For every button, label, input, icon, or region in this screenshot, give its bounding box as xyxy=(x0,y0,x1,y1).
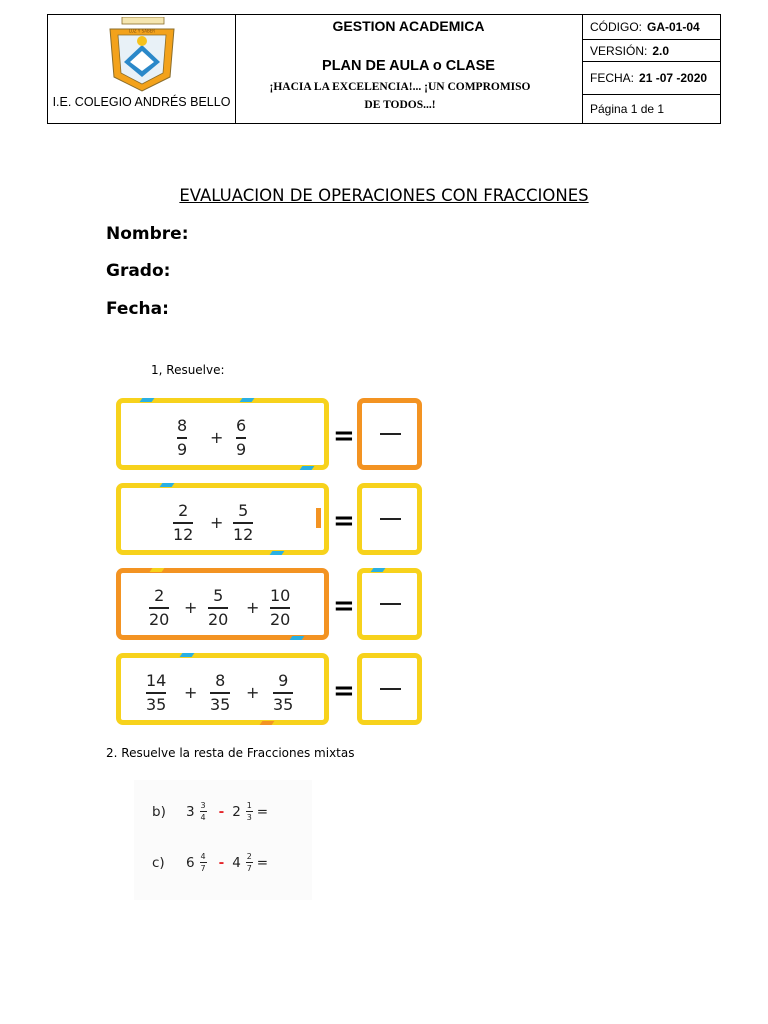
grado-field: Grado: xyxy=(106,261,171,281)
whole-number: 2 xyxy=(232,803,241,820)
header-table xyxy=(47,14,721,124)
equals-sign: = xyxy=(256,803,269,820)
question-2-label: 2. Resuelve la resta de Fracciones mixtas xyxy=(106,746,355,760)
whole-number: 4 xyxy=(232,854,241,871)
page-title: EVALUACION DE OPERACIONES CON FRACCIONES xyxy=(179,186,589,205)
small-fraction: 1 3 xyxy=(246,801,252,822)
fecha-value: 21 -07 -2020 xyxy=(639,71,708,85)
fraction: 5 20 xyxy=(208,586,229,629)
answer-dash xyxy=(380,688,401,690)
nombre-field: Nombre: xyxy=(106,224,189,244)
version-label: VERSIÓN: xyxy=(590,43,648,58)
fraction-box-3 xyxy=(116,568,329,640)
plus-sign: + xyxy=(246,683,260,702)
whole-number: 3 xyxy=(186,803,195,820)
svg-text:LUZ Y SABER: LUZ Y SABER xyxy=(128,28,156,34)
header-meta-cell xyxy=(583,15,720,123)
exercise-letter: b) xyxy=(152,803,166,820)
version-row xyxy=(583,40,720,62)
small-fraction: 4 7 xyxy=(200,852,206,873)
codigo-row xyxy=(583,15,720,40)
plus-sign: + xyxy=(184,598,198,617)
answer-box-2[interactable] xyxy=(357,483,422,555)
decor-stripe xyxy=(260,721,275,725)
fecha-label: FECHA: xyxy=(590,71,635,85)
plus-sign: + xyxy=(184,683,198,702)
version-value: 2.0 xyxy=(652,43,670,58)
gestion-title: GESTION ACADEMICA xyxy=(332,18,485,34)
plus-sign: + xyxy=(246,598,260,617)
decor-stripe xyxy=(316,508,321,528)
fraction: 14 35 xyxy=(146,671,167,714)
mixed-exercise-c xyxy=(152,852,268,873)
whole-number: 6 xyxy=(186,854,195,871)
small-fraction: 2 7 xyxy=(246,852,252,873)
header-center-cell xyxy=(235,15,583,123)
decor-stripe xyxy=(371,568,386,572)
fecha-row xyxy=(583,62,720,95)
fraction-box-2 xyxy=(116,483,329,555)
decor-stripe xyxy=(140,398,155,402)
header-logo-cell xyxy=(48,15,236,123)
equals-sign: = xyxy=(333,421,355,451)
school-logo xyxy=(102,17,182,92)
fraction: 9 35 xyxy=(273,671,294,714)
fraction: 8 9 xyxy=(177,416,188,459)
answer-dash xyxy=(380,603,401,605)
minus-sign: - xyxy=(218,803,225,820)
question-1-label: 1, Resuelve: xyxy=(151,363,225,377)
decor-stripe xyxy=(160,483,175,487)
school-name: I.E. COLEGIO ANDRÉS BELLO xyxy=(52,95,231,109)
decor-stripe xyxy=(240,398,255,402)
answer-box-1[interactable] xyxy=(357,398,422,470)
plus-sign: + xyxy=(210,428,224,447)
answer-box-3[interactable] xyxy=(357,568,422,640)
codigo-value: GA-01-04 xyxy=(647,20,700,34)
decor-stripe xyxy=(290,636,305,640)
fraction: 8 35 xyxy=(210,671,231,714)
pagina-text: Página 1 de 1 xyxy=(590,102,665,116)
answer-box-4[interactable] xyxy=(357,653,422,725)
equals-sign: = xyxy=(256,854,269,871)
fraction: 5 12 xyxy=(233,501,254,544)
answer-dash xyxy=(380,518,401,520)
exercise-letter: c) xyxy=(152,854,165,871)
equals-sign: = xyxy=(333,506,355,536)
decor-stripe xyxy=(270,551,285,555)
plan-title: PLAN DE AULA o CLASE xyxy=(322,58,495,74)
fraction: 6 9 xyxy=(236,416,247,459)
small-fraction: 3 4 xyxy=(200,801,206,822)
motto xyxy=(255,78,545,114)
decor-stripe xyxy=(150,568,165,572)
fraction: 2 20 xyxy=(149,586,170,629)
mixed-fractions-panel xyxy=(134,780,312,900)
answer-dash xyxy=(380,433,401,435)
fraction-box-4 xyxy=(116,653,329,725)
decor-stripe xyxy=(300,466,315,470)
fraction: 2 12 xyxy=(173,501,194,544)
plus-sign: + xyxy=(210,513,224,532)
mixed-exercise-b xyxy=(152,801,268,822)
pagina-row xyxy=(583,95,720,123)
fraction: 10 20 xyxy=(270,586,291,629)
decor-stripe xyxy=(180,653,195,657)
motto-line-2: DE TODOS...! xyxy=(364,99,436,111)
fraction-box-1 xyxy=(116,398,329,470)
equals-sign: = xyxy=(333,676,355,706)
motto-line-1: ¡HACIA LA EXCELENCIA!... ¡UN COMPROMISO xyxy=(269,81,531,93)
fecha-field: Fecha: xyxy=(106,299,169,319)
minus-sign: - xyxy=(218,854,225,871)
codigo-label: CÓDIGO: xyxy=(590,20,643,34)
equals-sign: = xyxy=(333,591,355,621)
